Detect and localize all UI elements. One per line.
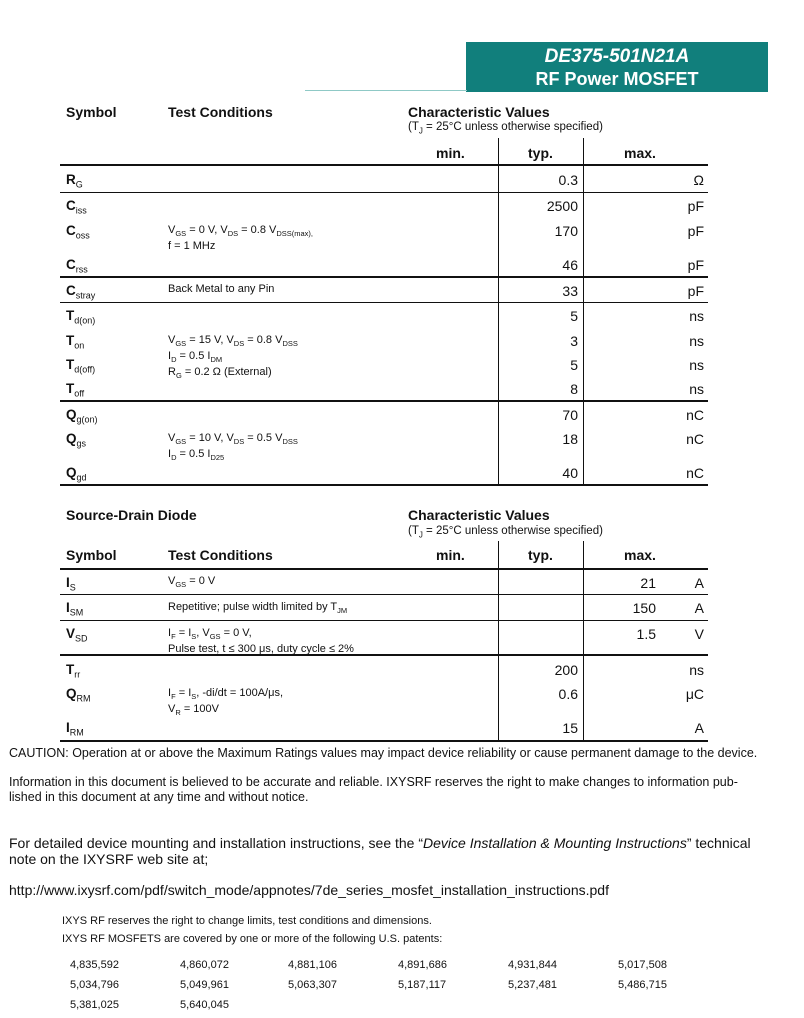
t1-col-min: min.	[436, 145, 465, 161]
t1-typ-value: 46	[562, 257, 578, 273]
t1-typ-value: 8	[570, 381, 578, 397]
patent-number: 4,835,592	[70, 959, 119, 971]
t2-row-symbol: $I_S$	[66, 575, 76, 593]
patent-number: 4,881,106	[288, 959, 337, 971]
t2-max-value: 1.5	[636, 626, 656, 642]
t2-col-max: max.	[624, 547, 656, 563]
t2-unit: V	[694, 626, 704, 642]
header-banner	[466, 42, 768, 92]
t2-row-symbol: $T_{rr}$	[66, 662, 81, 680]
t1-row-symbol: $Q_{gd}$	[66, 465, 87, 483]
t2-col-char: Characteristic Values	[408, 507, 550, 523]
t1-unit: pF	[687, 257, 704, 273]
patent-number: 5,187,117	[398, 979, 447, 991]
t1-unit: ns	[689, 381, 704, 397]
t2-row-symbol: $V_{SD}$	[66, 626, 88, 644]
t1-row-symbol: $T_{d(on)}$	[66, 308, 96, 326]
t2-col-typ: typ.	[528, 547, 553, 563]
installation-url[interactable]: http://www.ixysrf.com/pdf/switch_mode/appnotes/7de_series_mosfet_installation_instructions.pdf	[9, 882, 609, 898]
t1-cond-switching: $V_{GS} = 15$ V, $V_{DS} = 0.8$ $V_{DSS}$ $I_D = 0.5$ $I_{DM}$ $R_G = 0.2$ Ω (External)	[168, 334, 298, 381]
t2-unit: ns	[689, 662, 704, 678]
t2-col-conditions: Test Conditions	[168, 547, 273, 563]
patent-number: 5,063,307	[288, 979, 337, 991]
t1-col-typ: typ.	[528, 145, 553, 161]
patent-number: 5,237,481	[508, 979, 557, 991]
t1-col-conditions: Test Conditions	[168, 104, 273, 120]
t2-rule	[60, 620, 708, 621]
patent-number: 4,891,686	[398, 959, 447, 971]
t2-unit: μC	[685, 686, 704, 702]
t2-max-value: 21	[640, 575, 656, 591]
t2-divider	[583, 541, 584, 740]
t2-divider	[498, 541, 499, 740]
t1-typ-value: 5	[570, 357, 578, 373]
patent-number: 5,381,025	[70, 999, 119, 1011]
t2-cond-vsd: $I_F = I_S$, $V_{GS} = 0$ V, Pulse test, t ≤ 300 μs, duty cycle ≤ 2%	[168, 627, 354, 656]
t1-cond-capacitance: $V_{GS} = 0$ V, $V_{DS} = 0.8$ $V_{DSS(max),}$ f = 1 MHz	[168, 224, 314, 253]
t1-typ-value: 40	[562, 465, 578, 481]
t1-unit: pF	[687, 223, 704, 239]
t1-unit: ns	[689, 357, 704, 373]
patent-number: 5,034,796	[70, 979, 119, 991]
t1-row-symbol: $T_{on}$	[66, 333, 85, 351]
t1-typ-value: 3	[570, 333, 578, 349]
t1-typ-value: 33	[562, 283, 578, 299]
t2-rule	[60, 568, 708, 570]
t1-col-symbol: Symbol	[66, 104, 117, 120]
part-number: DE375-501N21A	[544, 46, 690, 67]
t2-unit: A	[694, 720, 704, 736]
t2-unit: A	[694, 600, 704, 616]
header-rule	[305, 90, 467, 91]
t2-row-symbol: $I_{RM}$	[66, 720, 84, 738]
t1-row-symbol: $T_{off}$	[66, 381, 85, 399]
t2-cond-qrm: $I_F = I_S$, -di/dt = 100A/μs, $V_R = 100V$	[168, 687, 284, 718]
t1-row-symbol: $C_{stray}$	[66, 283, 96, 301]
t2-char-note: ($T_J = 25^\circ C$ unless otherwise specified)	[408, 525, 603, 540]
t1-unit: nC	[686, 431, 704, 447]
patent-number: 4,931,844	[508, 959, 557, 971]
t2-cond-is: $V_{GS} = 0$ V	[168, 575, 216, 590]
t1-unit: nC	[686, 407, 704, 423]
t2-typ-value: 0.6	[558, 686, 578, 702]
t1-cond-charge: $V_{GS} = 10$ V, $V_{DS} = 0.5$ $V_{DSS}$ $I_D = 0.5$ $I_{D25}$	[168, 432, 298, 463]
t2-unit: A	[694, 575, 704, 591]
t1-cond-stray: Back Metal to any Pin	[168, 283, 275, 295]
t2-typ-value: 200	[554, 662, 578, 678]
t1-divider	[498, 138, 499, 484]
t1-row-symbol: $T_{d(off)}$	[66, 357, 96, 375]
t2-row-symbol: $I_{SM}$	[66, 600, 84, 618]
t1-col-max: max.	[624, 145, 656, 161]
t1-rule	[60, 302, 708, 303]
t2-rule	[60, 740, 708, 742]
t1-row-symbol: $C_{oss}$	[66, 223, 90, 241]
t2-rule	[60, 654, 708, 656]
t1-unit: ns	[689, 333, 704, 349]
info-note: Information in this document is believed to be accurate and reliable. IXYSRF reserves the right to make changes to information pub- lished in this document at any time and without notice.	[9, 775, 738, 804]
t1-divider	[583, 138, 584, 484]
t2-cond-ism: Repetitive; pulse width limited by $T_{JM}$	[168, 601, 348, 616]
rights-note: IXYS RF reserves the right to change limits, test conditions and dimensions.	[62, 915, 432, 927]
t1-rule	[60, 400, 708, 402]
t1-char-note: ($T_J = 25^\circ C$ unless otherwise specified)	[408, 121, 603, 136]
t2-typ-value: 15	[562, 720, 578, 736]
t1-typ-value: 70	[562, 407, 578, 423]
patent-number: 5,049,961	[180, 979, 229, 991]
t2-section-title: Source-Drain Diode	[66, 507, 197, 523]
t1-row-symbol: $Q_{g(on)}$	[66, 407, 98, 425]
t1-unit: pF	[687, 198, 704, 214]
t1-rule	[60, 484, 708, 486]
t1-row-symbol: $R_G$	[66, 172, 83, 190]
t1-typ-value: 5	[570, 308, 578, 324]
t2-col-min: min.	[436, 547, 465, 563]
t1-unit: pF	[687, 283, 704, 299]
patent-number: 5,017,508	[618, 959, 667, 971]
t1-unit: Ω	[693, 172, 704, 188]
patent-number: 5,640,045	[180, 999, 229, 1011]
t1-typ-value: 0.3	[558, 172, 578, 188]
t1-unit: nC	[686, 465, 704, 481]
patent-number: 5,486,715	[618, 979, 667, 991]
t1-rule	[60, 164, 708, 166]
t1-row-symbol: $C_{iss}$	[66, 198, 87, 216]
caution-note: CAUTION: Operation at or above the Maximum Ratings values may impact device reliability or cause permanent damage to the device.	[9, 746, 758, 760]
t1-typ-value: 170	[554, 223, 578, 239]
t1-typ-value: 2500	[546, 198, 578, 214]
t2-max-value: 150	[632, 600, 656, 616]
patent-number: 4,860,072	[180, 959, 229, 971]
patents-intro: IXYS RF MOSFETS are covered by one or more of the following U.S. patents:	[62, 933, 443, 945]
t1-row-symbol: $Q_{gs}$	[66, 431, 87, 449]
t1-unit: ns	[689, 308, 704, 324]
t1-typ-value: 18	[562, 431, 578, 447]
mounting-note: For detailed device mounting and installation instructions, see the “Device Installation & Mounting Instructions” technical note on the IXYSRF web site at;	[9, 835, 751, 867]
t1-col-char: Characteristic Values	[408, 104, 550, 120]
t2-row-symbol: $Q_{RM}$	[66, 686, 91, 704]
t1-rule	[60, 192, 708, 193]
t1-row-symbol: $C_{rss}$	[66, 257, 88, 275]
t2-rule	[60, 594, 708, 595]
product-type: RF Power MOSFET	[535, 69, 699, 89]
t1-rule	[60, 276, 708, 278]
t2-col-symbol: Symbol	[66, 547, 117, 563]
